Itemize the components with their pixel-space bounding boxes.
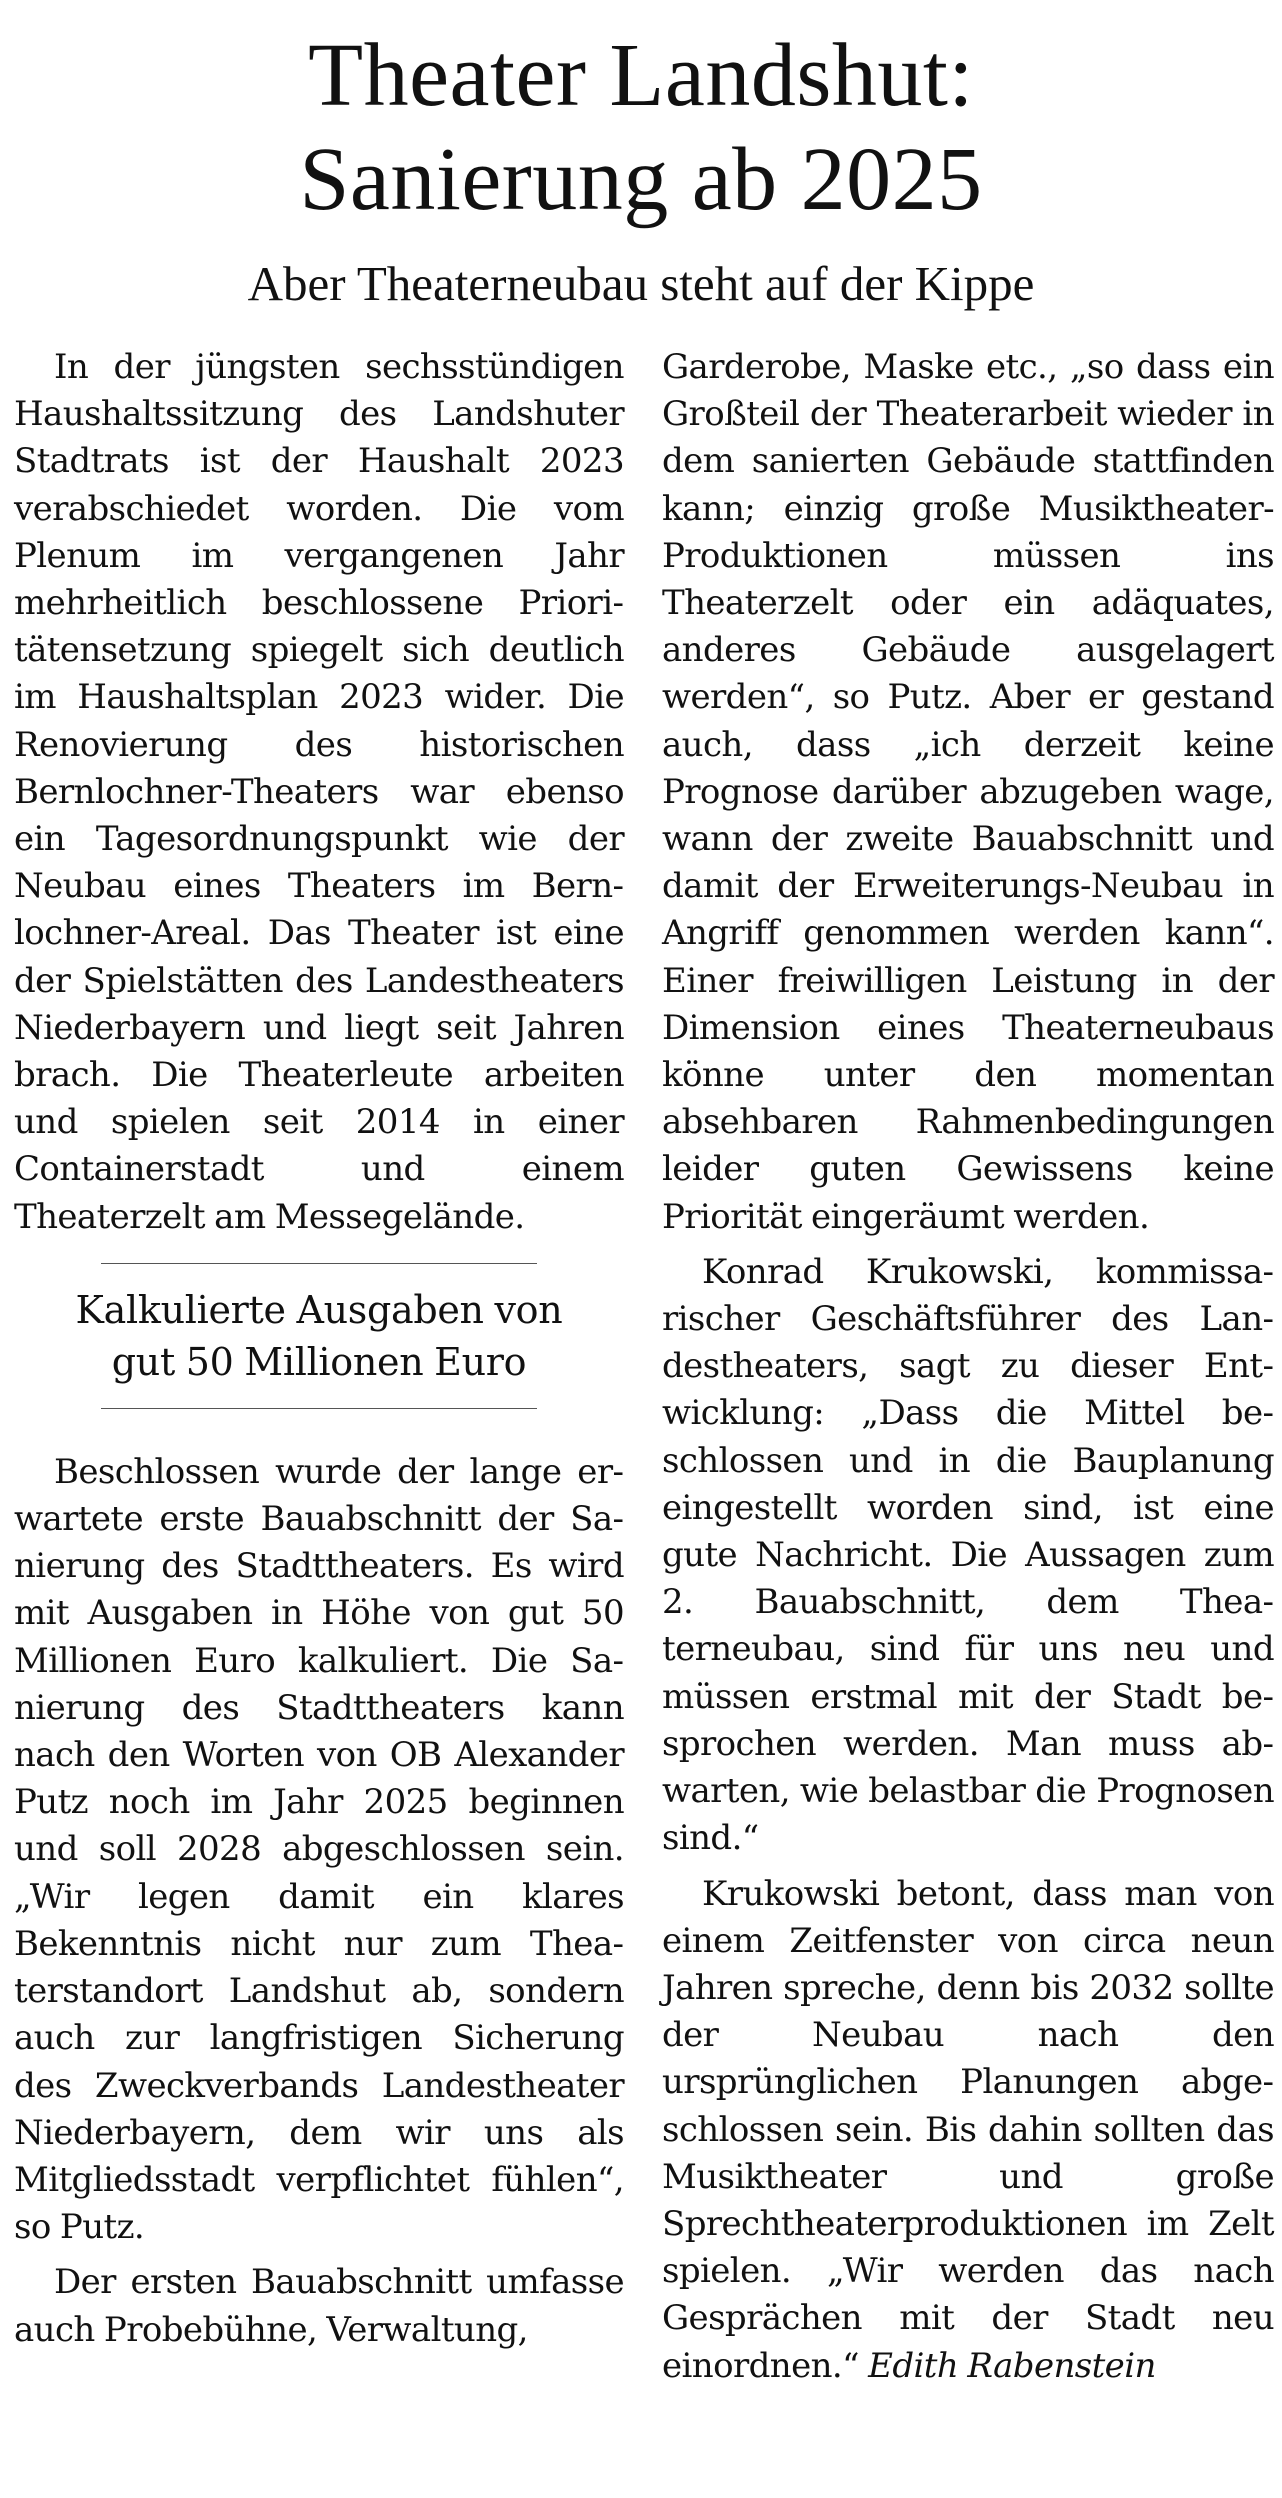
right-column bbox=[662, 344, 1274, 2390]
paragraph: Beschlossen wurde der lange erwartete erste Bauabschnitt der Sanierung des Stadttheaters. Es wird mit Ausgaben in Höhe von gut 50 Millionen Euro kalkuliert. Die Sanierung des Stadttheaters kann nach den Worten von OB Alexander Putz noch im Jahr 2025 beginnen und soll 2028 abgeschlossen sein. „Wir legen damit ein klares Bekenntnis nicht nur zum Theaterstandort Landshut ab, sondern auch zur langfristigen Sicherung des Zweckverbands Landestheater Niederbayern, dem wir uns als Mitgliedsstadt verpflichtet fühlen“, so Putz. bbox=[14, 1451, 624, 2248]
author-signature: Edith Rabenstein bbox=[868, 2345, 1156, 2386]
paragraph: Konrad Krukowski, kommissarischer Geschäftsführer des Landestheaters, sagt zu dieser Entwicklung: „Dass die Mittel beschlossen und in die Bauplanung eingestellt worden sind, ist eine gute Nachricht. Die Aussagen zum 2. Bauabschnitt, dem Theaterneubau, sind für uns neu und müssen erstmal mit der Stadt besprochen werden. Man muss abwarten, wie belastbar die Prognosen sind.“ bbox=[662, 1251, 1274, 1859]
paragraph: Der ersten Bauabschnitt umfasse auch Probebühne, Verwaltung, bbox=[14, 2262, 624, 2350]
headline-line-1: Theater Landshut: bbox=[308, 26, 974, 125]
paragraph: Garderobe, Maske etc., „so dass ein Großteil der Theaterarbeit wieder in dem sanierten Gebäude stattfinden kann; einzig große Musiktheater-Produktionen müssen ins Theaterzelt oder ein adäquates, anderes Gebäude ausgelagert werden“, so Putz. Aber er gestand auch, dass „ich derzeit keine Prognose darüber abzugeben wage, wann der zweite Bauabschnitt und damit der Erweiterungs-Neubau in Angriff genommen werden kann“. Einer freiwilligen Leistung in der Dimension eines Theaterneubaus könne unter den momentan absehbaren Rahmenbedingungen leider guten Gewissens keine Priorität eingeräumt werden. bbox=[662, 347, 1274, 1237]
paragraph-text: Krukowski betont, dass man von einem Zeitfenster von circa neun Jahren spreche, denn bis 2032 sollte der Neubau nach den ursprünglichen Planungen abgeschlossen sein. Bis dahin sollten das Musiktheater und große Sprechtheaterproduktionen im Zelt spielen. „Wir werden das nach Gesprächen mit der Stadt neu einordnen.“ bbox=[662, 1873, 1274, 2386]
subheading-line-1: Kalkulierte Ausgaben von bbox=[75, 1287, 563, 1332]
headline bbox=[0, 24, 1282, 232]
paragraph: In der jüngsten sechsstündigen Haushaltssitzung des Landshuter Stadtrats ist der Haushalt 2023 verabschiedet worden. Die vom Plenum im vergangenen Jahr mehrheitlich beschlossene Prioritätensetzung spiegelt sich deutlich im Haushaltsplan 2023 wider. Die Renovierung des historischen Bernlochner-Theaters war ebenso ein Tagesordnungspunkt wie der Neubau eines Theaters im Bernlochner-Areal. Das Theater ist eine der Spielstätten des Landestheaters Niederbayern und liegt seit Jahren brach. Die Theaterleute arbeiten und spielen seit 2014 in einer Containerstadt und einem Theaterzelt am Messegelände. bbox=[14, 347, 624, 1237]
headline-line-2: Sanierung ab 2025 bbox=[299, 130, 983, 229]
subheadline: Aber Theaterneubau steht auf der Kippe bbox=[247, 256, 1035, 311]
paragraph-final bbox=[662, 1871, 1274, 2390]
left-column bbox=[14, 344, 624, 2354]
subheading-line-2: gut 50 Millionen Euro bbox=[111, 1339, 527, 1384]
section-subheading bbox=[14, 1284, 624, 1388]
